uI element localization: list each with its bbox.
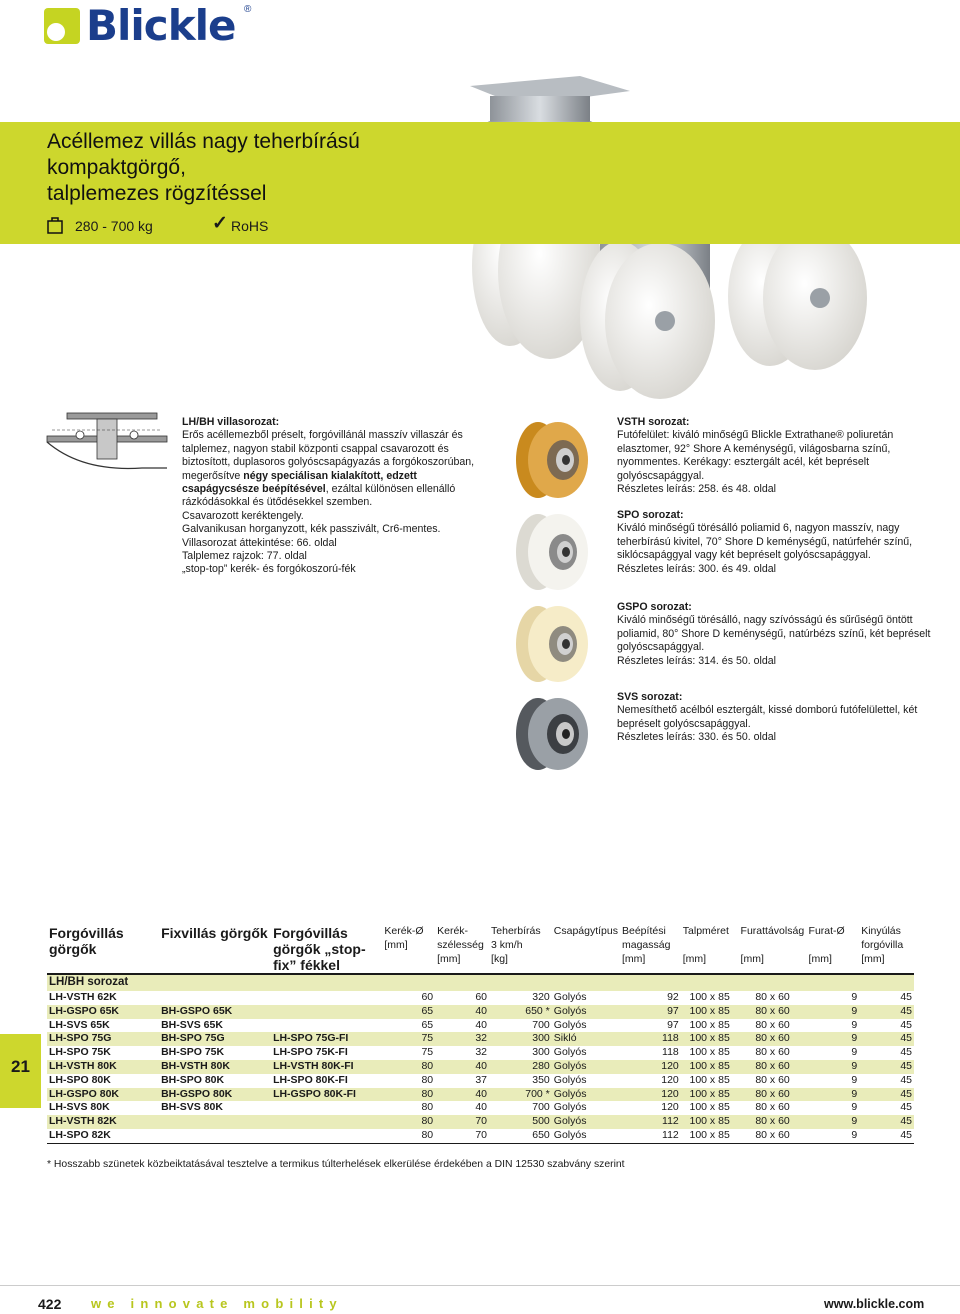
table-cell: 97 [620, 1019, 681, 1033]
website-link[interactable]: www.blickle.com [824, 1297, 925, 1311]
table-cell: 700 * [489, 1088, 552, 1102]
table-cell: 112 [620, 1115, 681, 1129]
table-cell: 100 x 85 [681, 1005, 739, 1019]
table-cell: Golyós [552, 991, 620, 1005]
table-cell: 320 [489, 991, 552, 1005]
table-cell: 32 [435, 1032, 489, 1046]
series-label: LH/BH sorozat [47, 974, 914, 991]
table-cell: 45 [859, 1032, 914, 1046]
table-row [47, 1060, 914, 1074]
lh-series-description [182, 416, 482, 577]
series-row [47, 974, 914, 991]
table-cell: Sikló [552, 1032, 620, 1046]
table-cell: LH-VSTH 82K [47, 1115, 159, 1129]
title-line: kompaktgörgő, [47, 156, 186, 179]
table-cell: 120 [620, 1101, 681, 1115]
lh-extra-line: Talplemez rajzok: 77. oldal [182, 550, 307, 563]
table-cell: 112 [620, 1129, 681, 1143]
table-cell: 45 [859, 1101, 914, 1115]
table-cell: 9 [807, 1115, 860, 1129]
table-cell: 9 [807, 1019, 860, 1033]
svs-series-description [617, 691, 937, 745]
table-cell: 45 [859, 1115, 914, 1129]
table-cell: 97 [620, 1005, 681, 1019]
lh-text-post: , ezáltal különösen ellenálló rázkódásokkal és ütődésekkel szemben. [182, 483, 456, 509]
table-cell: Golyós [552, 1129, 620, 1143]
table-row [47, 1032, 914, 1046]
lh-extra-line: „stop-top” kerék- és forgókoszorú-fék [182, 563, 356, 576]
table-cell: Golyós [552, 1019, 620, 1033]
table-cell: 60 [382, 991, 435, 1005]
table-row [47, 1019, 914, 1033]
vsth-ref: Részletes leírás: 258. és 48. oldal [617, 483, 776, 496]
lh-text-bold: négy speciálisan kialakított, edzett csapágycsésze beépítésével [182, 469, 417, 496]
table-row [47, 1129, 914, 1143]
lh-extra-line: Galvanikusan horganyzott, kék passzivált, Cr6-mentes. [182, 523, 441, 536]
table-cell: 65 [382, 1019, 435, 1033]
table-cell: 40 [435, 1005, 489, 1019]
table-cell: 45 [859, 1060, 914, 1074]
gspo-series-description [617, 601, 937, 668]
title-line: Acéllemez villás nagy teherbírású [47, 130, 360, 153]
svs-wheel-image [508, 692, 588, 776]
table-row [47, 1101, 914, 1115]
table-cell: LH-SPO 75G-FI [271, 1032, 382, 1046]
vsth-heading: VSTH sorozat: [617, 416, 690, 428]
table-cell [159, 1115, 271, 1129]
table-cell: LH-VSTH 80K [47, 1060, 159, 1074]
table-row [47, 1046, 914, 1060]
table-cell: 700 [489, 1019, 552, 1033]
table-cell: LH-SPO 75G [47, 1032, 159, 1046]
table-cell: LH-VSTH 80K-FI [271, 1060, 382, 1074]
table-cell: 300 [489, 1046, 552, 1060]
table-cell: 80 x 60 [739, 1101, 807, 1115]
table-cell: 45 [859, 1019, 914, 1033]
table-cell: 65 [382, 1005, 435, 1019]
table-cell: 45 [859, 991, 914, 1005]
table-cell: 100 x 85 [681, 1101, 739, 1115]
table-row [47, 1005, 914, 1019]
table-cell: 100 x 85 [681, 1019, 739, 1033]
blickle-logo [44, 1, 254, 50]
slogan: we innovate mobility [91, 1296, 343, 1311]
table-cell: 70 [435, 1129, 489, 1143]
table-cell: 9 [807, 1060, 860, 1074]
table-row [47, 1074, 914, 1088]
table-cell: 45 [859, 1005, 914, 1019]
table-cell: 118 [620, 1032, 681, 1046]
table-cell: 120 [620, 1074, 681, 1088]
table-cell: 80 x 60 [739, 1115, 807, 1129]
table-cell: BH-VSTH 80K [159, 1060, 271, 1074]
table-cell: 9 [807, 1129, 860, 1143]
table-cell: BH-SPO 75G [159, 1032, 271, 1046]
table-cell: 100 x 85 [681, 991, 739, 1005]
lh-text-pre: Erős acéllemezből préselt, forgóvillánál masszív villaszár és talplemez, nagyon stabil központi csappal csavarozott és biztosított, duplasoros golyóscsapágyazás a forgókoszorúban, megerősítve [182, 429, 475, 482]
table-cell: 9 [807, 991, 860, 1005]
table-cell: 120 [620, 1060, 681, 1074]
svs-body: Nemesíthető acélból esztergált, kissé domború futófelülettel, két bepréselt golyóscsapággyal. [617, 704, 918, 730]
table-cell: Golyós [552, 1115, 620, 1129]
table-cell: 45 [859, 1046, 914, 1060]
spo-series-description [617, 509, 937, 576]
table-cell: 9 [807, 1032, 860, 1046]
table-cell: 80 x 60 [739, 1088, 807, 1102]
logo-mark-icon [44, 8, 80, 44]
lh-extra-line: Villasorozat áttekintése: 66. oldal [182, 536, 337, 549]
table-cell: LH-GSPO 80K [47, 1088, 159, 1102]
table-cell: 9 [807, 1005, 860, 1019]
table-cell: 100 x 85 [681, 1088, 739, 1102]
table-cell: LH-SPO 80K [47, 1074, 159, 1088]
table-cell [159, 991, 271, 1005]
table-cell: 75 [382, 1046, 435, 1060]
table-cell: 80 x 60 [739, 1005, 807, 1019]
table-cell: 100 x 85 [681, 1060, 739, 1074]
gspo-ref: Részletes leírás: 314. és 50. oldal [617, 654, 776, 667]
vsth-wheel-image [508, 418, 588, 502]
table-cell: 80 [382, 1060, 435, 1074]
table-body [47, 974, 914, 1143]
table-cell: 100 x 85 [681, 1046, 739, 1060]
table-cell: 40 [435, 1101, 489, 1115]
table-cell: 80 x 60 [739, 1019, 807, 1033]
table-cell: LH-SVS 80K [47, 1101, 159, 1115]
table-cell: BH-SPO 75K [159, 1046, 271, 1060]
table-cell: 80 x 60 [739, 1074, 807, 1088]
table-row [47, 1115, 914, 1129]
table-cell: 100 x 85 [681, 1074, 739, 1088]
table-cell: 80 [382, 1115, 435, 1129]
table-cell: 9 [807, 1046, 860, 1060]
header-bearing: Csapágytípus [553, 925, 618, 937]
table-cell: 350 [489, 1074, 552, 1088]
table-cell: 45 [859, 1088, 914, 1102]
table-cell: 80 [382, 1129, 435, 1143]
spo-ref: Részletes leírás: 300. és 49. oldal [617, 562, 776, 575]
gspo-wheel-image [508, 602, 588, 686]
table-cell: 280 [489, 1060, 552, 1074]
vsth-body: Futófelület: kiváló minőségű Blickle Extrathane® poliuretán elasztomer, 92° Shore A keménységű, világosbarna színű, nyommentes. Kerékagy: esztergált acél, két bepréselt golyóscsapággyal. [617, 429, 894, 482]
table-cell: 100 x 85 [681, 1115, 739, 1129]
table-cell: 9 [807, 1074, 860, 1088]
header-brake: Forgóvillás görgők „stop-fix” fékkel [273, 925, 366, 973]
table-cell: 700 [489, 1101, 552, 1115]
gspo-body: Kiváló minőségű törésálló, nagy szívósságú és sűrűségű öntött poliamid, 80° Shore D keménységű, natúrbézs színű, két bepréselt golyóscsapággyal. [617, 614, 931, 654]
table-cell: LH-GSPO 80K-FI [271, 1088, 382, 1102]
header-height: Beépítési magasság [mm] [622, 925, 671, 965]
chapter-number: 21 [11, 1057, 30, 1076]
spo-heading: SPO sorozat: [617, 509, 684, 521]
load-range: 280 - 700 kg [75, 218, 153, 234]
table-cell: 80 x 60 [739, 1129, 807, 1143]
table-cell: 650 * [489, 1005, 552, 1019]
table-cell: 60 [435, 991, 489, 1005]
table-cell: 37 [435, 1074, 489, 1088]
header-swivel: Forgóvillás görgők [49, 925, 124, 957]
header-fixed: Fixvillás görgők [161, 925, 268, 941]
header-bolt: Furat-Ø [mm] [808, 925, 845, 965]
table-cell: BH-SPO 80K [159, 1074, 271, 1088]
table-cell: 118 [620, 1046, 681, 1060]
svs-ref: Részletes leírás: 330. és 50. oldal [617, 731, 776, 744]
table-cell: 120 [620, 1088, 681, 1102]
header-wheel-width: Kerék- szélesség [mm] [437, 925, 484, 965]
table-row [47, 991, 914, 1005]
table-cell: Golyós [552, 1046, 620, 1060]
table-cell: 9 [807, 1088, 860, 1102]
table-cell: 32 [435, 1046, 489, 1060]
table-cell: 75 [382, 1032, 435, 1046]
table-row [47, 1088, 914, 1102]
table-cell: 300 [489, 1032, 552, 1046]
table-cell: Golyós [552, 1074, 620, 1088]
table-cell: 80 x 60 [739, 991, 807, 1005]
header-plate: Talpméret [mm] [682, 925, 729, 965]
table-cell: 80 [382, 1088, 435, 1102]
checkmark-icon: ✓ [212, 213, 228, 234]
table-cell [271, 1115, 382, 1129]
svs-heading: SVS sorozat: [617, 691, 683, 703]
rohs-label: RoHS [231, 218, 269, 234]
table-cell: 45 [859, 1129, 914, 1143]
table-cell: 80 x 60 [739, 1060, 807, 1074]
footer-divider [0, 1285, 960, 1286]
table-cell: LH-GSPO 65K [47, 1005, 159, 1019]
table-cell [159, 1129, 271, 1143]
caster-section-diagram [42, 410, 172, 490]
table-cell [271, 1019, 382, 1033]
title-line: talplemezes rögzítéssel [47, 182, 267, 205]
table-cell: 500 [489, 1115, 552, 1129]
product-table [47, 924, 914, 1144]
table-cell: 40 [435, 1088, 489, 1102]
table-cell: LH-SVS 65K [47, 1019, 159, 1033]
table-cell: Golyós [552, 1101, 620, 1115]
table-cell: 92 [620, 991, 681, 1005]
table-cell: BH-SVS 65K [159, 1019, 271, 1033]
table-cell: Golyós [552, 1060, 620, 1074]
table-cell: 100 x 85 [681, 1129, 739, 1143]
lh-extra-line: Csavarozott keréktengely. [182, 509, 304, 522]
lh-heading: LH/BH villasorozat: [182, 416, 280, 428]
table-cell: Golyós [552, 1088, 620, 1102]
table-cell: LH-SPO 75K-FI [271, 1046, 382, 1060]
weight-icon [47, 216, 63, 234]
table-cell: LH-SPO 80K-FI [271, 1074, 382, 1088]
table-cell [271, 1101, 382, 1115]
header-wheel-diameter: Kerék-Ø [mm] [384, 925, 424, 951]
table-cell: 80 [382, 1101, 435, 1115]
page-number: 422 [38, 1296, 62, 1312]
table-cell: 40 [435, 1019, 489, 1033]
table-cell: BH-GSPO 65K [159, 1005, 271, 1019]
table-cell: 80 x 60 [739, 1032, 807, 1046]
table-cell: LH-SPO 75K [47, 1046, 159, 1060]
spo-body: Kiváló minőségű törésálló poliamid 6, nagyon masszív, nagy teherbírású kivitel, 70° Shore D keménységű, natúrfehér színű, siklócsapággyal vagy két bepréselt golyóscsapággyal. [617, 522, 913, 562]
table-header-row [47, 924, 914, 974]
table-cell: 80 x 60 [739, 1046, 807, 1060]
table-cell [271, 991, 382, 1005]
table-cell: 100 x 85 [681, 1032, 739, 1046]
table-cell [271, 1005, 382, 1019]
table-cell: 70 [435, 1115, 489, 1129]
table-cell: Golyós [552, 1005, 620, 1019]
table-cell: 40 [435, 1060, 489, 1074]
page-title [47, 129, 427, 207]
header-load: Teherbírás 3 km/h [kg] [491, 925, 541, 965]
table-cell: BH-GSPO 80K [159, 1088, 271, 1102]
header-offset: Kinyúlás forgóvilla [mm] [861, 925, 904, 965]
table-cell: 9 [807, 1101, 860, 1115]
table-cell: 650 [489, 1129, 552, 1143]
table-cell: 45 [859, 1074, 914, 1088]
table-cell: LH-SPO 82K [47, 1129, 159, 1143]
table-cell [271, 1129, 382, 1143]
table-cell: LH-VSTH 62K [47, 991, 159, 1005]
gspo-heading: GSPO sorozat: [617, 601, 692, 613]
header-holes: Furattávolság [mm] [740, 925, 805, 965]
logo-registered: ® [244, 4, 252, 15]
table-cell: BH-SVS 80K [159, 1101, 271, 1115]
table-cell: 80 [382, 1074, 435, 1088]
spo-wheel-image [508, 510, 588, 594]
vsth-series-description [617, 416, 937, 496]
table-footnote: * Hosszabb szünetek közbeiktatásával tesztelve a termikus túlterhelések elkerülése érdekében a DIN 12530 szabvány szerint [47, 1159, 625, 1170]
logo-text: Blickle [86, 1, 236, 50]
